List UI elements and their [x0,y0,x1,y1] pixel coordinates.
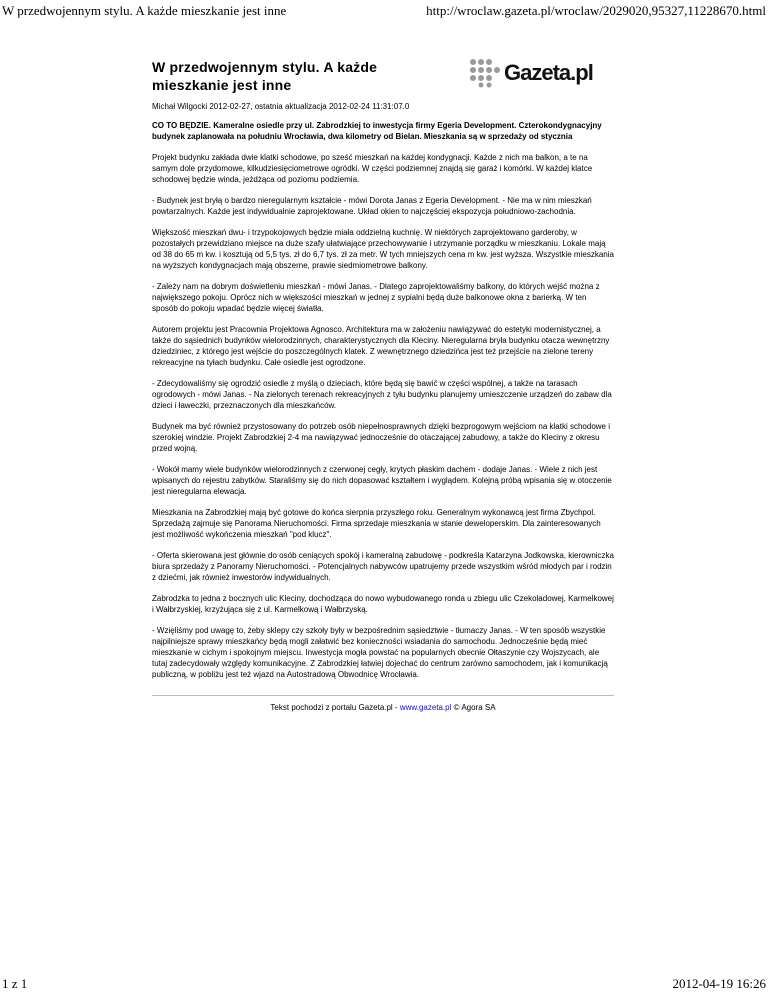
paragraph: Zabrodzka to jedna z bocznych ulic Kleciny, dochodząca do nowo wybudowanego ronda u zbiegu ulic Czekoladowej, Karmelkowej i Wałbrzyskiej, krzyżująca się z ul. Karmelkową i Wałbrzyską. [152,594,614,614]
paragraph: - Wokół mamy wiele budynków wielorodzinnych z czerwonej cegły, krytych płaskim dachem - dodaje Janas. - Wiele z nich jest wpisanych do rejestru zabytków. Staraliśmy się do nich dopasować kształtem i wyglądem. Kolejną próbą wpisania się w otoczenie jest nieregularna elewacja. [152,465,612,496]
page-number: 1 z 1 [2,976,28,991]
article-header [152,58,614,100]
byline: Michał Wilgocki 2012-02-27, ostatnia aktualizacja 2012-02-24 11:31:07.0 [152,102,410,111]
logo-wordmark: Gazeta.pl [504,60,593,85]
print-datetime: 2012-04-19 16:26 [672,976,766,991]
print-header-url: http://wroclaw.gazeta.pl/wroclaw/2029020,95327,11228670.html [426,3,766,18]
gazeta-link[interactable]: www.gazeta.pl [399,703,452,712]
article-lead: CO TO BĘDZIE. Kameralne osiedle przy ul. Zabrodzkiej to inwestycja firmy Egeria Development. Czterokondygnacyjny budynek zaplanowała na południu Wrocławia, dwa kilometry od Bielan. Mieszkania są w sprzedaży od stycznia [152,121,602,141]
article-title: W przedwojennym stylu. A każde mieszkanie jest inne [152,59,378,93]
article [152,58,614,713]
paragraph: Większość mieszkań dwu- i trzypokojowych będzie miała oddzielną kuchnię. W niektórych zaprojektowano garderoby, w pozostałych przewidziano miejsce na duże szafy ułatwiające przechowywanie i utrzymanie porządku w mieszkaniu. Lokale mają od 38 do 65 m kw. i kosztują od 5,5 tys. zł do 6,7 tys. zł za metr. W tych mniejszych cena m kw. jest wyższa. Wszystkie mieszkania na wyższych kondygnacjach mają obszerne, prawie siedmiometrowe balkony. [152,228,614,270]
paragraph: - Wzięliśmy pod uwagę to, żeby sklepy czy szkoły były w bezpośrednim sąsiedztwie - tłumaczy Janas. - W ten sposób wszystkie najpilniejsze sprawy mieszkańcy będą mogli załatwić bez konieczności wsiadania do samochodu. Jednocześnie będą mieć mieszkanie w cichym i spokojnym miejscu. Inwestycja mogła powstać na popularnych obecnie Ołtaszynie czy Wojszycach, ale tutaj zadecydowały względy komunikacyjne. Z Zabrodzkiej łatwiej dojechać do centrum zarówno samochodem, jak i komunikacją publiczną, w pobliżu jest też wjazd na Autostradową Obwodnicę Wrocławia. [152,626,608,679]
print-header-title: W przedwojennym stylu. A każde mieszkanie jest inne [2,3,287,18]
gazeta-logo [468,58,614,88]
paragraph: Projekt budynku zakłada dwie klatki schodowe, po sześć mieszkań na każdej kondygnacji. Każde z nich ma balkon, a te na samym dole przydomowe, kilkudziesięciometrowe ogródki. W części podziemnej znajdą się garaż i komórki. W każdej klatce schodowej będzie winda, jeżdżąca od poziomu podziemia. [152,153,593,184]
source-prefix: Tekst pochodzi z portalu Gazeta.pl - [270,703,400,712]
paragraph: Budynek ma być również przystosowany do potrzeb osób niepełnosprawnych dzięki bezprogowym wejściom na klatki schodowe i szerokiej windzie. Projekt Zabrodzkiej 2-4 ma nawiązywać jednocześnie do otaczającej zabudowy, a także do Kleciny z okresu przed wojną. [152,422,611,453]
paragraph: - Zdecydowaliśmy się ogrodzić osiedle z myślą o dzieciach, które będą się bawić w części wspólnej, a także na tarasach ogrodowych - mówi Janas. - Na zielonych terenach rekreacyjnych z tyłu budynku planujemy umieszczenie urządzeń do zabaw dla dzieci i ławeczki, przeznaczonych dla mieszkańców. [152,379,612,410]
source-suffix: © Agora SA [451,703,496,712]
paragraph: Autorem projektu jest Pracownia Projektowa Agnosco. Architektura ma w założeniu nawiązywać do estetyki modernistycznej, a także do sąsiednich budynków wielorodzinnych, charakterystycznych dla Kleciny. Nieregularna bryła budynku otacza wewnętrzny dziedziniec, z którego jest wejście do poszczególnych klatek. Z wewnętrznego dziedzińca jest też przejście na zielone tereny rekreacyjne na tyłach budynku. Całe osiedle jest ogrodzone. [152,325,610,367]
source-note [152,695,614,713]
logo-dots-icon [468,58,504,88]
paragraph: - Budynek jest bryłą o bardzo nieregularnym kształcie - mówi Dorota Janas z Egeria Development. - Nie ma w nim mieszkań powtarzalnych. Każde jest indywidualnie zaprojektowane. Układ okien to najczęściej ekspozycja południowo-zachodnia. [152,196,592,216]
paragraph: Mieszkania na Zabrodzkiej mają być gotowe do końca sierpnia przyszłego roku. Generalnym wykonawcą jest firma Zbychpol. Sprzedażą zajmuje się Panorama Nieruchomości. Firma sprzedaje mieszkania w stanie deweloperskim. Dla zainteresowanych jest możliwość wykończenia mieszkań "pod klucz". [152,508,601,539]
paragraph: - Oferta skierowana jest głównie do osób ceniących spokój i kameralną zabudowę - podkreśla Katarzyna Jodkowska, kierowniczka biura sprzedaży z Panoramy Nieruchomości. - Potencjalnych nabywców upatrujemy przede wszystkim wśród młodych par i rodzin z dziećmi, jak również inwestorów indywidualnych. [152,551,615,582]
paragraph: - Zależy nam na dobrym doświetleniu mieszkań - mówi Janas. - Dlatego zaprojektowaliśmy balkony, do których wejść można z największego pokoju. Oprócz nich w większości mieszkań w jednej z sypialni będą duże balkonowe okna z barierką. W ten sposób do pokoju wpadać będzie więcej światła. [152,282,600,313]
